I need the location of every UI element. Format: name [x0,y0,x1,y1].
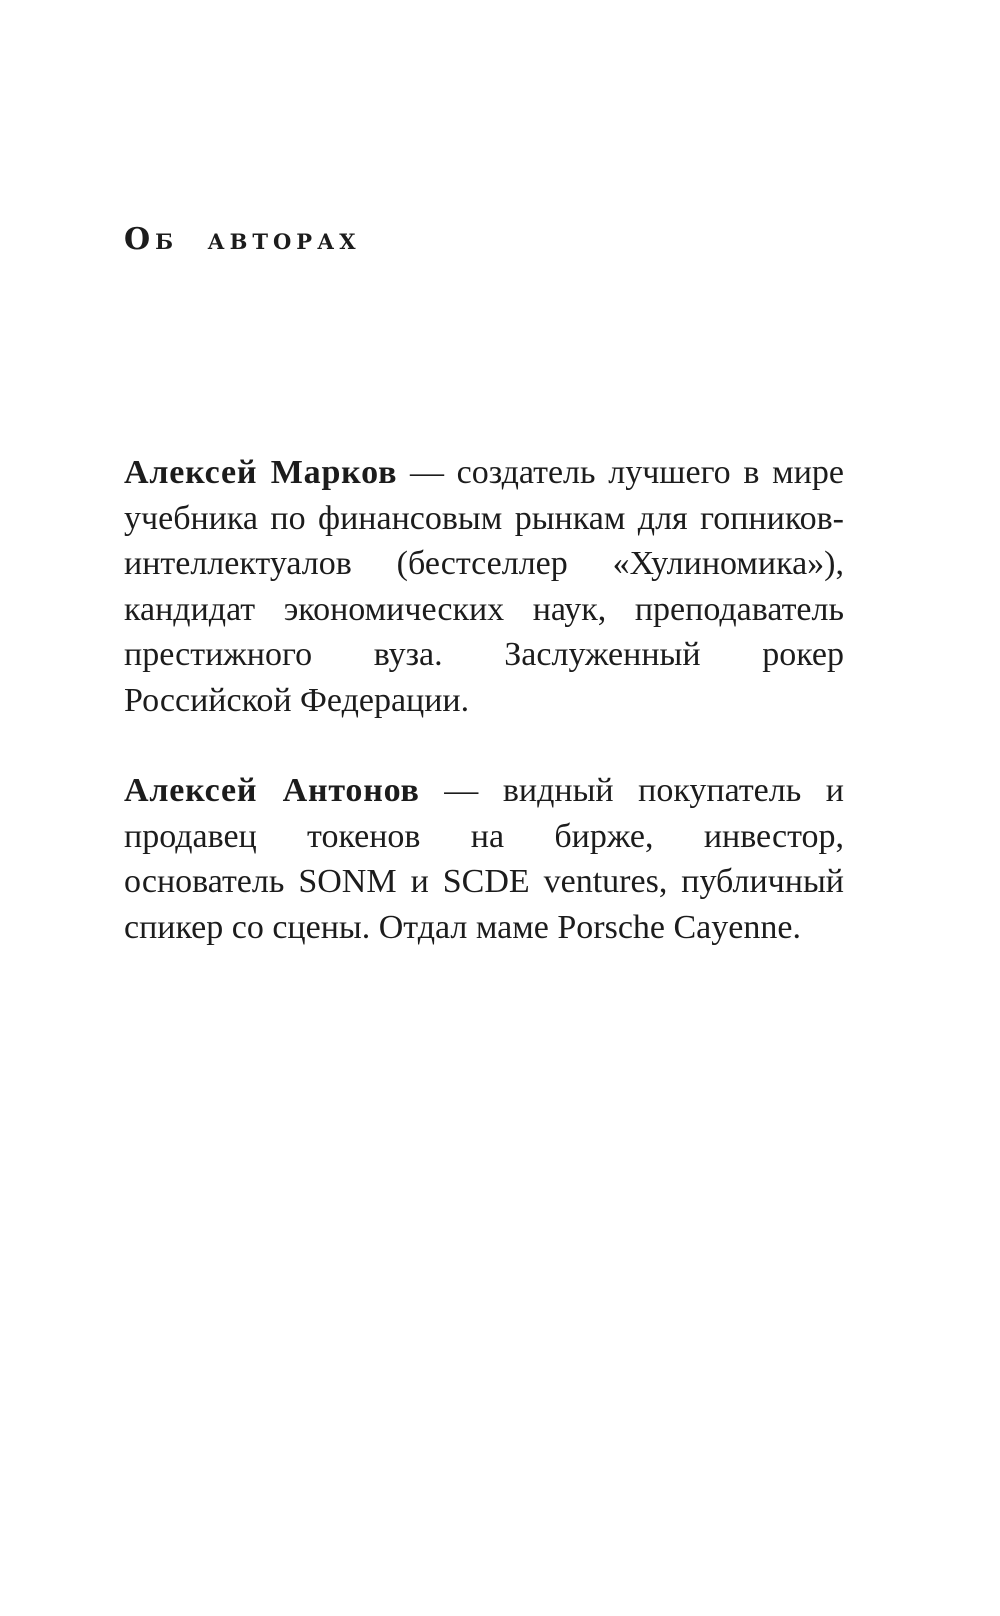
book-page [124,0,844,1616]
author-description-antonov: — видный покупатель и продавец токенов на бирже, инвестор, основатель SONM и SCDE ventures, публичный спикер со сцены. Отдал маме Porsche Cayenne. [124,772,844,946]
author-name-antonov: Алексей Антонов [124,772,420,809]
author-bio-markov [124,450,844,723]
author-description-markov: — создатель лучшего в мире учебника по финансовым рынкам для гопников-интеллектуалов (бестселлер «Хулиномика»), кандидат экономических наук, преподаватель престижного вуза. Заслуженный рокер Российской Федерации. [124,454,844,719]
section-heading: Об авторах [124,222,361,257]
author-bio-antonov [124,768,844,950]
author-name-markov: Алексей Марков [124,454,398,491]
